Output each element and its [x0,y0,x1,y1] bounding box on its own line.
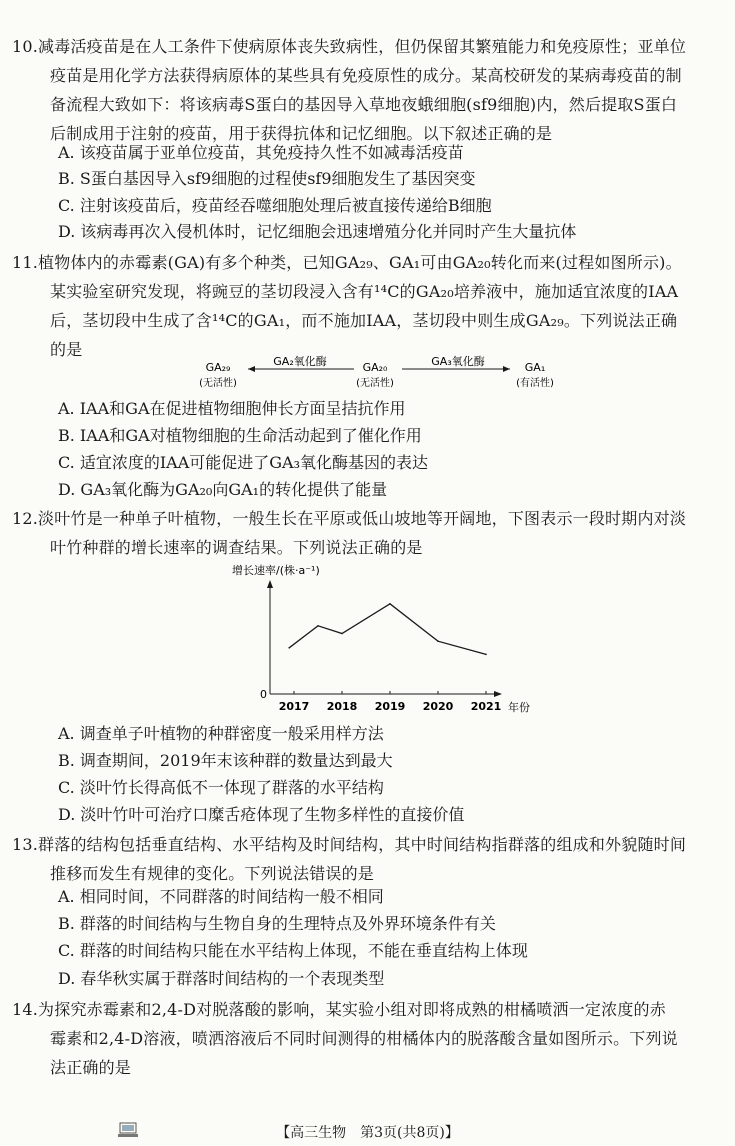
q10-option-b: B. S蛋白基因导入sf9细胞的过程使sf9细胞发生了基因突变 [58,169,476,188]
question-14 [12,995,730,1082]
growth-rate-line [289,604,486,655]
q10-stem-line: 备流程大致如下：将该病毒S蛋白的基因导入草地夜蛾细胞(sf9细胞)内，然后提取S蛋白 [50,95,678,114]
q12-option-b: B. 调查期间，2019年末该种群的数量达到最大 [58,751,393,770]
origin-label: 0 [260,688,267,701]
ga29-note: (无活性) [199,378,237,389]
q12-option-d: D. 淡叶竹叶可治疗口糜舌疮体现了生物多样性的直接价值 [58,805,465,824]
q13-option-b: B. 群落的时间结构与生物自身的生理特点及外界环境条件有关 [58,914,496,933]
ga-conversion-diagram [180,355,560,395]
q10-stem-line: 后制成用于注射的疫苗，用于获得抗体和记忆细胞。以下叙述正确的是 [50,124,553,143]
growth-rate-chart [230,560,540,720]
q11-option-a: A. IAA和GA在促进植物细胞伸长方面呈拮抗作用 [58,399,406,418]
ga20-note: (无活性) [356,378,394,389]
q13-option-a: A. 相同时间，不同群落的时间结构一般不相同 [58,887,384,906]
data-point [317,625,319,627]
ga29-node: GA₂₉ [205,361,231,374]
q14-stem-line: 法正确的是 [50,1058,132,1077]
q10-stem-line: 疫苗是用化学方法获得病原体的某些具有免疫原性的成分。某高校研发的某病毒疫苗的制 [50,66,682,85]
q10-option-d: D. 该病毒再次入侵机体时，记忆细胞会迅速增殖分化并同时产生大量抗体 [58,222,577,241]
x-axis-label: 年份 [508,701,530,714]
question-11 [12,248,730,364]
ga2-oxidase-label: GA₂氧化酶 [273,355,327,368]
question-13 [12,830,730,888]
data-point [389,603,391,605]
data-point [341,633,343,635]
q10-option-c: C. 注射该疫苗后，疫苗经吞噬细胞处理后被直接传递给B细胞 [58,196,492,215]
x-tick-label: 2017 [278,700,310,713]
q13-option-d: D. 春华秋实属于群落时间结构的一个表现类型 [58,969,385,988]
q11-stem-line: 的是 [50,340,83,359]
ga3-oxidase-label: GA₃氧化酶 [431,355,485,368]
question-12 [12,504,730,562]
q11-stem-line: 某实验室研究发现，将豌豆的茎切段浸入含有¹⁴C的GA₂₀培养液中，施加适宜浓度的IAA [50,282,679,301]
arrow-head-right [503,366,510,372]
q14-stem-line: 霉素和2,4-D溶液，喷洒溶液后不同时间测得的柑橘体内的脱落酸含量如图所示。下列说 [50,1029,678,1048]
q10-option-a: A. 该疫苗属于亚单位疫苗，其免疫持久性不如减毒活疫苗 [58,143,464,162]
x-tick-label: 2020 [422,700,454,713]
x-tick-label: 2021 [470,700,502,713]
q12-option-c: C. 淡叶竹长得高低不一体现了群落的水平结构 [58,778,384,797]
y-axis-label: 增长速率/(株·a⁻¹) [232,564,320,577]
q10-stem-line: 10.减毒活疫苗是在人工条件下使病原体丧失致病性，但仍保留其繁殖能力和免疫原性；亚单位 [12,37,687,56]
y-axis-arrow [267,580,273,588]
ga1-note: (有活性) [516,378,554,389]
x-tick-label: 2018 [326,700,358,713]
question-10 [12,32,730,148]
data-point [437,640,439,642]
q14-stem-line: 14.为探究赤霉素和2,4-D对脱落酸的影响，某实验小组对即将成熟的柑橘喷洒一定浓度的赤 [12,1000,666,1019]
q11-option-b: B. IAA和GA对植物细胞的生命活动起到了催化作用 [58,426,422,445]
q12-stem-line: 12.淡叶竹是一种单子叶植物，一般生长在平原或低山坡地等开阔地，下图表示一段时期内对淡 [12,509,687,528]
q13-stem-line: 13.群落的结构包括垂直结构、水平结构及时间结构，其中时间结构指群落的组成和外貌随时间 [12,835,687,854]
q11-stem-line: 后，茎切段中生成了含¹⁴C的GA₁，而不施加IAA，茎切段中则生成GA₂₉。下列说法正确 [50,311,678,330]
ga20-node: GA₂₀ [362,361,388,374]
q12-stem-line: 叶竹种群的增长速率的调查结果。下列说法正确的是 [50,538,423,557]
ga1-node: GA₁ [524,361,546,374]
page-footer: 【高三生物 第3页(共8页)】 [276,1125,459,1141]
arrow-head-left [248,366,255,372]
x-tick-label: 2019 [374,700,406,713]
x-axis-arrow [494,691,502,697]
q12-option-a: A. 调查单子叶植物的种群密度一般采用样方法 [58,724,384,743]
q13-option-c: C. 群落的时间结构只能在水平结构上体现，不能在垂直结构上体现 [58,941,528,960]
q11-stem-line: 11.植物体内的赤霉素(GA)有多个种类，已知GA₂₉、GA₁可由GA₂₀转化而来(过程如图所示)。 [12,253,682,272]
q11-option-c: C. 适宜浓度的IAA可能促进了GA₃氧化酶基因的表达 [58,453,429,472]
data-point [485,654,487,656]
q11-option-d: D. GA₃氧化酶为GA₂₀向GA₁的转化提供了能量 [58,480,388,499]
q13-stem-line: 推移而发生有规律的变化。下列说法错误的是 [50,864,375,883]
data-point [288,647,290,649]
